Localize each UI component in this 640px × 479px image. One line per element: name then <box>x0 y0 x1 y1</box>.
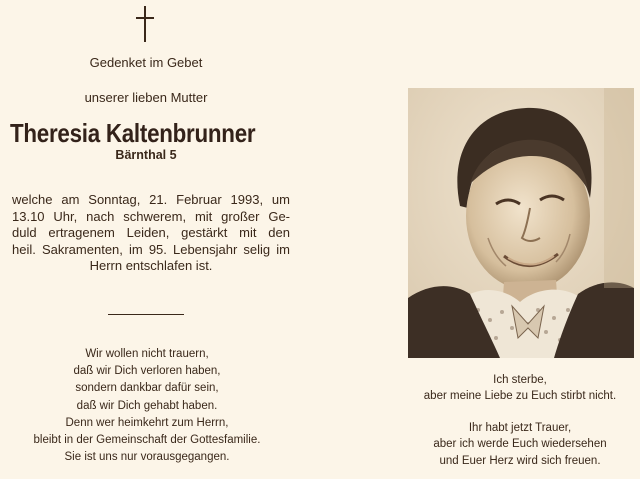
poem-line: und Euer Herz wird sich freuen. <box>439 454 601 467</box>
announcement-line: 13.10 Uhr, nach schwerem, mit großer Ge- <box>12 208 290 224</box>
poem-line: daß wir Dich verloren haben, <box>73 365 221 378</box>
deceased-address: Bärnthal 5 <box>115 148 177 162</box>
poem-line: daß wir Dich gehabt haben. <box>76 399 218 412</box>
poem-line: aber ich werde Euch wiedersehen <box>433 438 607 451</box>
poem-line: sondern dankbar dafür sein, <box>75 382 219 395</box>
poem-line: Sie ist uns nur vorausgegangen. <box>64 451 230 464</box>
poem-line: Denn wer heimkehrt zum Herrn, <box>65 416 229 429</box>
deceased-name: Theresia Kaltenbrunner <box>10 118 256 148</box>
portrait-photo <box>408 88 634 358</box>
poem-right <box>400 372 640 469</box>
cross-icon <box>134 6 156 42</box>
poem-line: Ihr habt jetzt Trauer, <box>468 421 572 434</box>
poem-left <box>0 346 294 466</box>
poem-line: aber meine Liebe zu Euch stirbt nicht. <box>423 390 617 403</box>
poem-line: Wir wollen nicht trauern, <box>85 348 209 360</box>
header-line-2: unserer lieben Mutter <box>84 90 208 105</box>
header-line-1: Gedenket im Gebet <box>89 55 203 70</box>
announcement-line: heil. Sakramenten, im 95. Lebensjahr selig im <box>12 241 290 257</box>
announcement-line: Herrn entschlafen ist. <box>89 258 213 273</box>
poem-line: Ich sterbe, <box>493 374 547 386</box>
poem-line: bleibt in der Gemeinschaft der Gottesfamilie. <box>33 434 261 447</box>
announcement-line: duld ertragenem Leiden, gestärkt mit den <box>12 225 290 240</box>
announcement-line: welche am Sonntag, 21. Februar 1993, um <box>12 192 290 207</box>
divider-line <box>108 314 184 315</box>
announcement-text <box>12 192 290 275</box>
